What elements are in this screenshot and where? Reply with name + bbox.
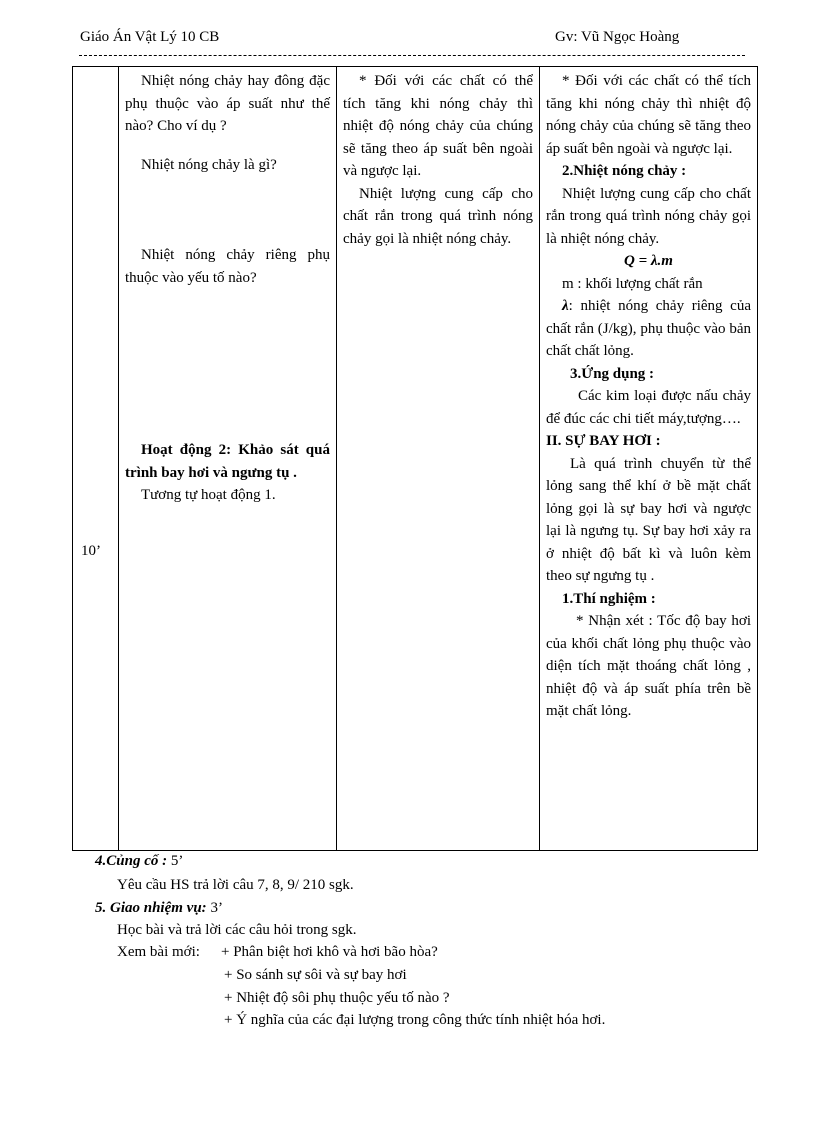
teacher-question-1: Nhiệt nóng chảy hay đông đặc phụ thuộc vào áp suất như thế nào? Cho ví dụ ? [125, 73, 330, 134]
section-4-time: 5’ [170, 853, 184, 869]
lesson-table [72, 66, 758, 851]
content-evaporation: Là quá trình chuyển từ thể lỏng sang thể khí ở bề mặt chất lỏng gọi là sự bay hơi và ngược lại là ngưng tụ. Sự bay hơi xảy ra ở nhiệt độ bất kì và luôn kèm theo sự ngưng tụ . [546, 455, 751, 584]
lambda-text: : nhiệt nóng chảy riêng của chất rắn (J/kg), phụ thuộc vào bản chất chất lỏng. [546, 298, 751, 359]
student-answer-1: * Đối với các chất có thể tích tăng khi nóng chảy thì nhiệt độ nóng chảy của chúng sẽ tăng theo áp suất bên ngoài và ngược lại. [343, 73, 533, 179]
student-answer-2: Nhiệt lượng cung cấp cho chất rắn trong quá trình nóng chảy gọi là nhiệt nóng chảy. [343, 185, 533, 247]
content-observation: * Nhận xét : Tốc độ bay hơi của khối chất lỏng phụ thuộc vào diện tích mặt thoáng chất lỏng , nhiệt độ và áp suất phía trên bề mặt chất lỏng. [546, 613, 751, 719]
list-item: + Phân biệt hơi khô và hơi bão hòa? [221, 944, 438, 960]
content-applications: Các kim loại được nấu chảy để đúc các chi tiết máy,tượng…. [546, 388, 751, 427]
student-activity-cell [337, 67, 540, 851]
formula: Q = λ.m [624, 253, 673, 269]
content-mass-definition: m : khối lượng chất rắn [562, 275, 703, 292]
list-item: + Ý nghĩa của các đại lượng trong công thức tính nhiệt hóa hơi. [224, 1012, 606, 1028]
activity-2-title: Hoạt động 2: Khảo sát quá trình bay hơi và ngưng tụ . [125, 442, 330, 481]
teacher-question-2: Nhiệt nóng chảy là gì? [141, 156, 277, 173]
time-label: 10’ [81, 543, 101, 559]
header-teacher: Gv: Vũ Ngọc Hoàng [555, 29, 680, 45]
header-subject: Giáo Án Vật Lý 10 CB [80, 29, 220, 45]
teacher-question-3: Nhiệt nóng chảy riêng phụ thuộc vào yếu tố nào? [125, 247, 330, 286]
section-5-time: 3’ [210, 900, 223, 916]
section-4-heading [95, 853, 183, 870]
section-5-text: Học bài và trả lời các câu hỏi trong sgk. [117, 922, 357, 938]
heading-experiment: 1.Thí nghiệm : [562, 590, 656, 607]
heading-heat-of-fusion: 2.Nhiệt nóng chảy : [562, 163, 687, 179]
table-row [73, 67, 758, 851]
content-heat-definition: Nhiệt lượng cung cấp cho chất rắn trong quá trình nóng chảy gọi là nhiệt nóng chảy. [546, 185, 751, 247]
list-item: + So sánh sự sôi và sự bay hơi [224, 967, 407, 983]
content-lambda-definition [546, 295, 751, 363]
time-cell [73, 67, 119, 851]
activity-2-text: Tương tự hoạt động 1. [141, 487, 276, 503]
heading-applications: 3.Ứng dụng : [570, 365, 655, 382]
section-4-text: Yêu cầu HS trả lời câu 7, 8, 9/ 210 sgk. [117, 877, 354, 893]
section-5-title: 5. Giao nhiệm vụ: [95, 900, 207, 916]
list-item: + Nhiệt độ sôi phụ thuộc yếu tố nào ? [224, 990, 450, 1006]
lambda-symbol: λ [562, 298, 569, 314]
heading-evaporation: II. SỰ BAY HƠI : [546, 433, 661, 449]
content-pressure-note: * Đối với các chất có thể tích tăng khi nóng chảy thì nhiệt độ nóng chảy của chúng sẽ tăng theo áp suất bên ngoài và ngược lại. [546, 73, 751, 157]
section-4-title: 4.Củng cố : [95, 853, 168, 869]
new-lesson-label: Xem bài mới: [117, 944, 200, 960]
lesson-content-cell [540, 67, 758, 851]
header-divider [79, 55, 745, 56]
section-5-heading [95, 900, 223, 917]
teacher-activity-cell [119, 67, 337, 851]
